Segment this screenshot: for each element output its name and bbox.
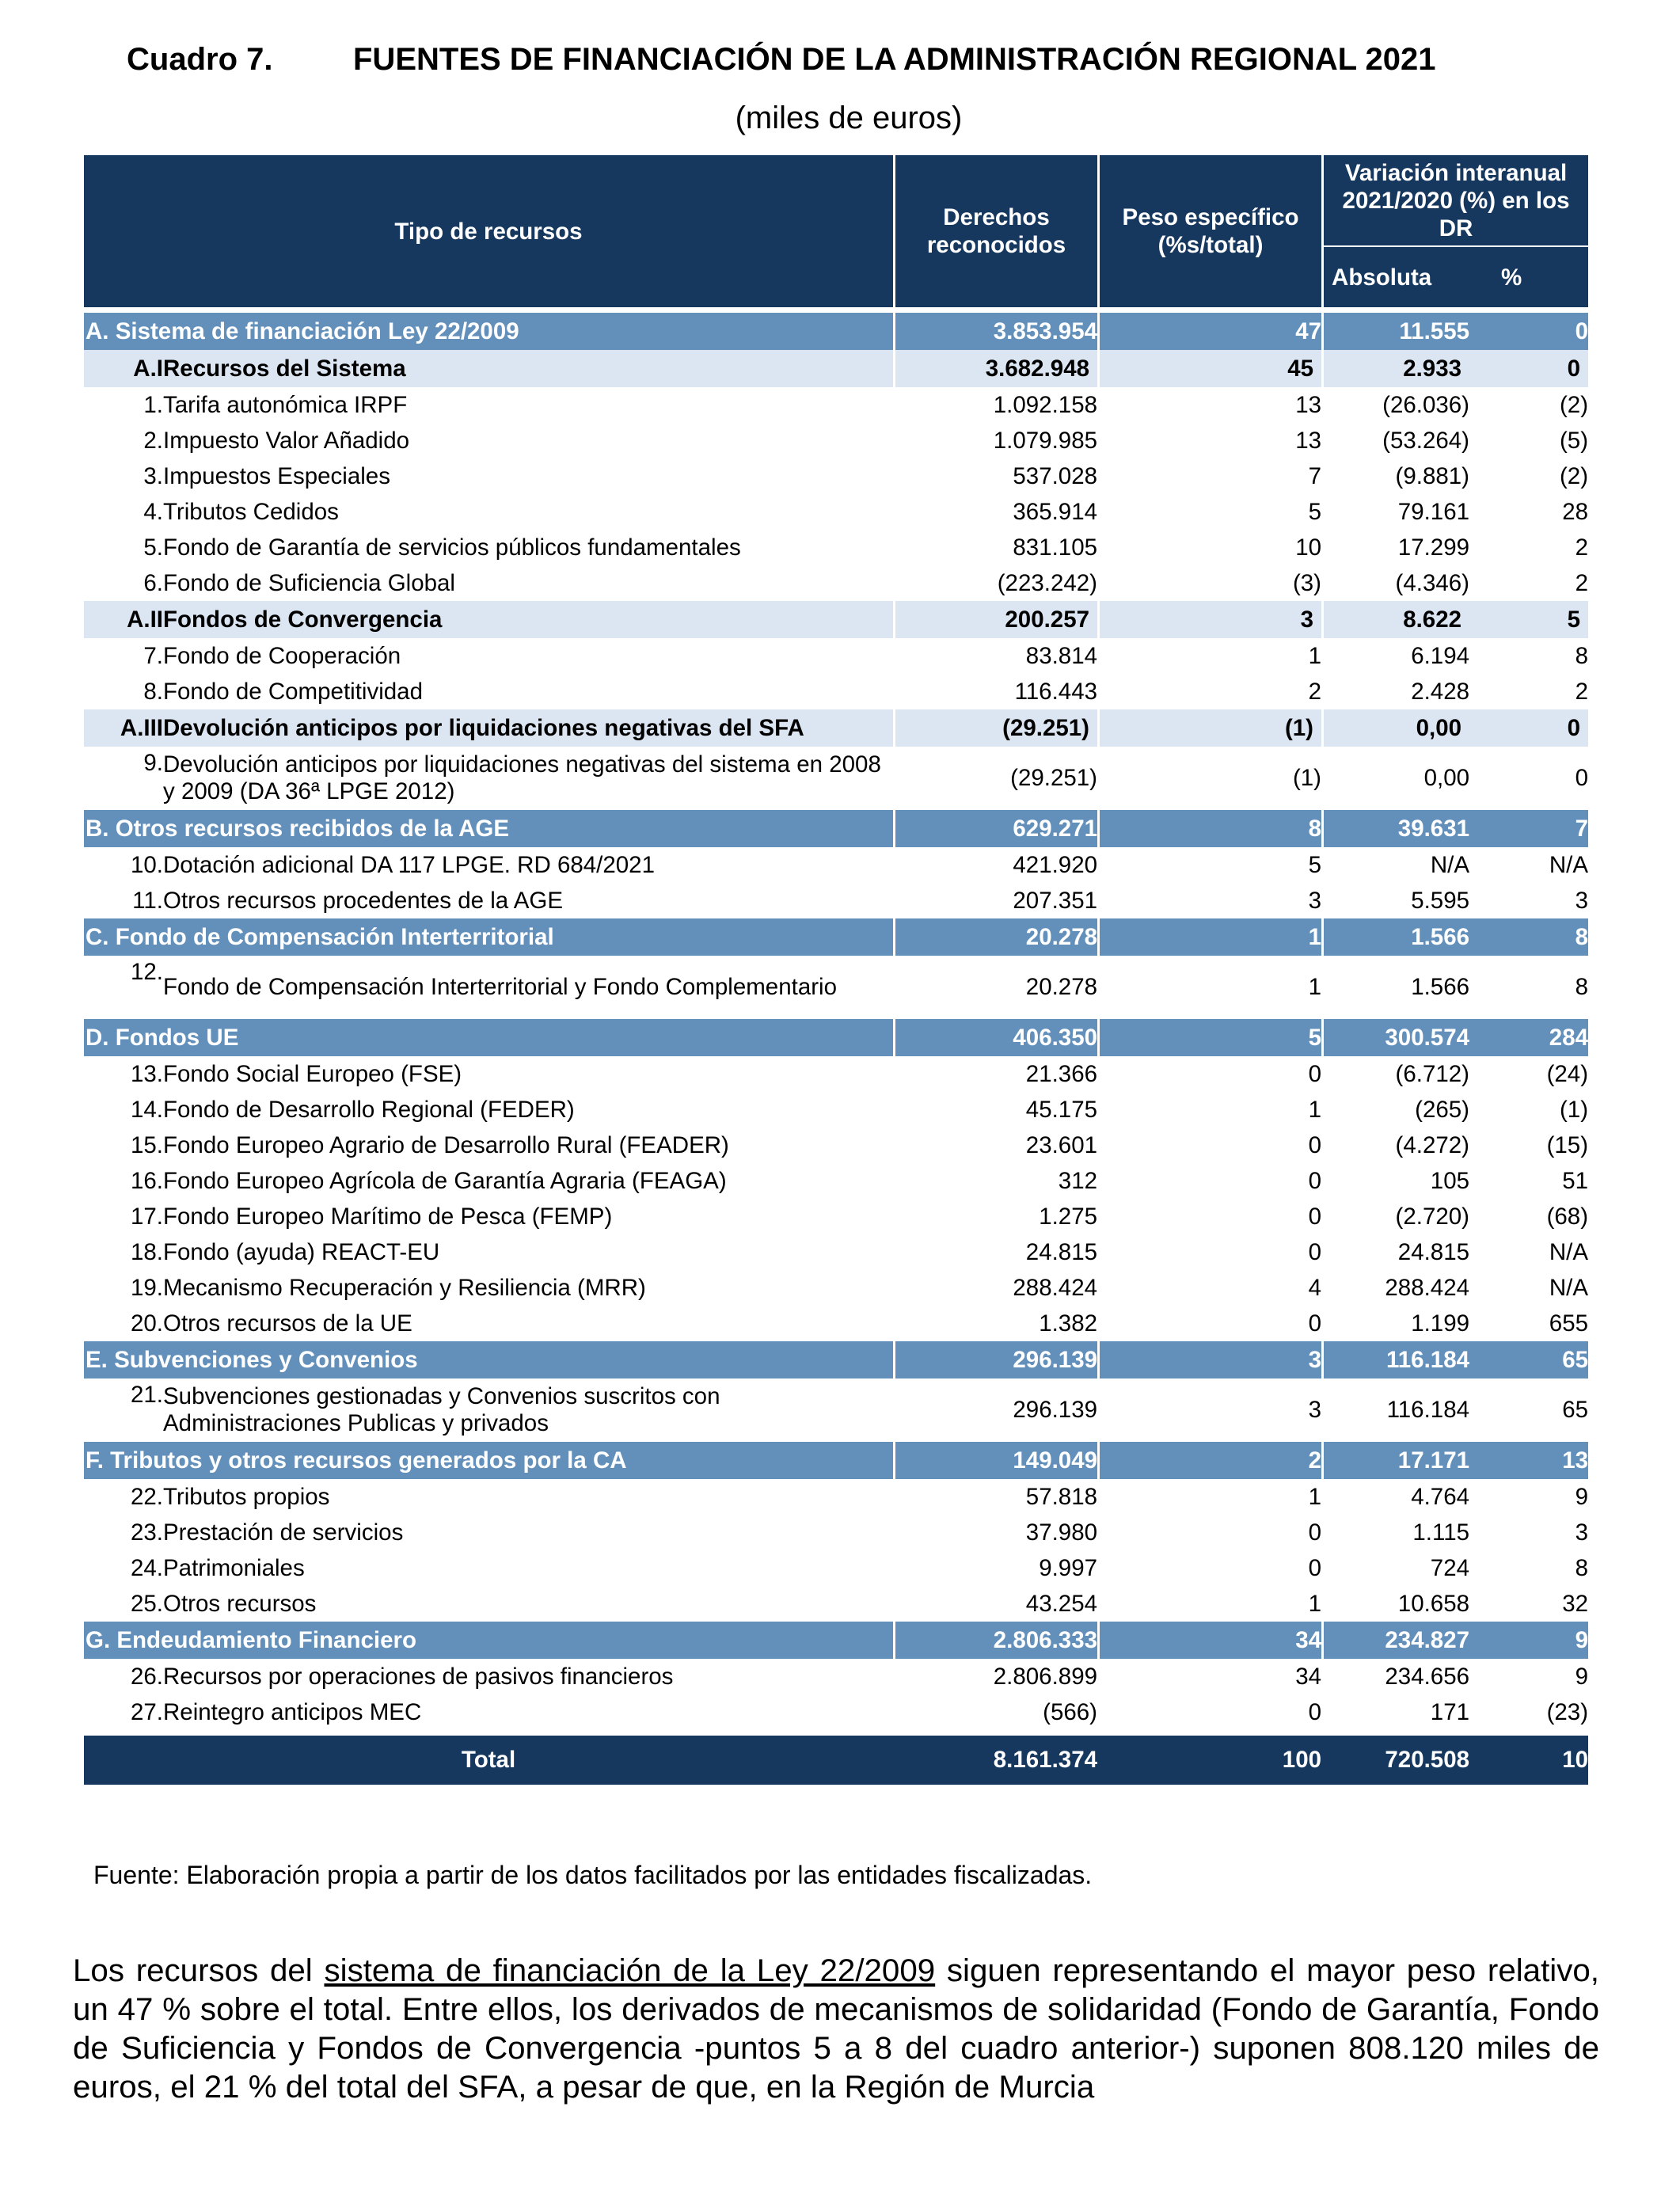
- row-abs: 10.658: [1397, 1590, 1470, 1617]
- row-abs: 4.764: [1411, 1483, 1470, 1510]
- row-dr: 296.139: [1013, 1397, 1098, 1423]
- row-abs: 1.566: [1324, 918, 1469, 956]
- table-row: [84, 1234, 1588, 1270]
- row-index: 16.: [130, 1167, 163, 1194]
- row-peso: 3: [1308, 1397, 1322, 1423]
- row-pct: 3: [1575, 887, 1589, 914]
- table-row: [84, 956, 1588, 1019]
- row-label: Fondo Europeo Agrícola de Garantía Agraria (FEAGA): [163, 1167, 727, 1194]
- row-label: Fondo de Suficiencia Global: [163, 569, 455, 596]
- row-abs: (9.881): [1395, 462, 1470, 489]
- row-peso: (1): [1100, 709, 1321, 747]
- row-abs: 39.631: [1324, 810, 1469, 847]
- row-index: 15.: [130, 1131, 163, 1158]
- row-label: Fondo de Competitividad: [163, 678, 423, 705]
- row-pct: (68): [1546, 1203, 1589, 1230]
- row-index: 21.: [130, 1382, 163, 1408]
- table-row: [84, 1341, 1588, 1379]
- row-abs: 116.184: [1324, 1341, 1469, 1379]
- row-index: 5.: [143, 534, 163, 561]
- paragraph-text: siguen representando el mayor peso relativo, un 47 % sobre el total. Entre ellos, los derivados de mecanismos de solidaridad (Fondo de Garantía, Fondo de Suficiencia y Fondos de Convergencia -puntos 5 a 8 del cuadro anterior-) suponen 808.120 miles de euros, el 21 % del total del SFA, a pesar de que, en la Región de Murcia: [73, 1953, 1599, 2105]
- row-abs: 288.424: [1385, 1274, 1470, 1301]
- row-abs: (4.272): [1395, 1131, 1470, 1158]
- header-peso: Peso específico (%s/total): [1100, 155, 1321, 307]
- table-title: [0, 40, 1680, 79]
- row-pct: N/A: [1549, 1238, 1589, 1265]
- row-pct: 284: [1469, 1019, 1588, 1056]
- row-pct: (15): [1546, 1131, 1589, 1158]
- row-abs: (4.346): [1395, 569, 1470, 596]
- row-abs: 105: [1430, 1167, 1470, 1194]
- row-abs: 234.656: [1385, 1663, 1470, 1690]
- row-peso: 34: [1295, 1663, 1322, 1690]
- header-variacion: Variación interanual 2021/2020 (%) en los DR: [1324, 155, 1588, 246]
- row-dr: 2.806.333: [895, 1622, 1097, 1659]
- table-heading: FUENTES DE FINANCIACIÓN DE LA ADMINISTRACIÓN REGIONAL 2021: [353, 42, 1436, 77]
- row-label: E. Subvenciones y Convenios: [84, 1341, 893, 1379]
- table-row: [84, 1479, 1588, 1515]
- row-index: 7.: [143, 642, 163, 669]
- row-label: Mecanismo Recuperación y Resiliencia (MRR): [163, 1274, 646, 1301]
- row-pct: 2: [1575, 569, 1589, 596]
- row-dr: 1.382: [1039, 1310, 1098, 1337]
- row-label: Fondo Social Europeo (FSE): [163, 1060, 462, 1087]
- row-dr: 21.366: [1025, 1060, 1098, 1087]
- row-label: G. Endeudamiento Financiero: [84, 1622, 893, 1659]
- table-row: [84, 601, 1588, 638]
- table-row: [84, 350, 1588, 387]
- row-pct: 0: [1469, 709, 1588, 747]
- row-index: 4.: [143, 498, 163, 525]
- row-label: B. Otros recursos recibidos de la AGE: [84, 810, 893, 847]
- row-peso: 45: [1100, 350, 1321, 387]
- table-row: [84, 847, 1588, 883]
- row-pct: 13: [1469, 1442, 1588, 1479]
- row-label: Tributos Cedidos: [163, 498, 339, 525]
- row-peso: 34: [1100, 1622, 1321, 1659]
- row-label: Fondos de Convergencia: [163, 601, 893, 638]
- row-label: Recursos por operaciones de pasivos financieros: [163, 1663, 674, 1690]
- row-index: 6.: [143, 569, 163, 596]
- row-pct: 5: [1469, 601, 1588, 638]
- row-peso: 3: [1100, 601, 1321, 638]
- row-dr: 9.997: [1039, 1554, 1098, 1581]
- row-peso: 0: [1308, 1554, 1322, 1581]
- table-row: [84, 1270, 1588, 1306]
- row-dr: 20.278: [895, 918, 1097, 956]
- row-abs: (53.264): [1382, 427, 1470, 454]
- row-index: 14.: [130, 1096, 163, 1123]
- row-dr: 1.079.985: [993, 427, 1098, 454]
- table-row: [84, 530, 1588, 565]
- row-abs: 300.574: [1324, 1019, 1469, 1056]
- row-abs: 2.428: [1411, 678, 1470, 705]
- row-pct: 32: [1562, 1590, 1589, 1617]
- row-dr: 23.601: [1025, 1131, 1098, 1158]
- table-row: [84, 1515, 1588, 1550]
- row-index: A.I: [84, 350, 163, 387]
- row-abs: 17.171: [1324, 1442, 1469, 1479]
- row-dr: 43.254: [1025, 1590, 1098, 1617]
- row-dr: (566): [1043, 1698, 1098, 1725]
- row-dr: 1.275: [1039, 1203, 1098, 1230]
- row-pct: 8: [1575, 974, 1589, 1000]
- row-label: Subvenciones gestionadas y Convenios suscritos con Administraciones Publicas y privados: [163, 1383, 720, 1436]
- table-row: [84, 810, 1588, 847]
- row-abs: 234.827: [1324, 1622, 1469, 1659]
- row-pct: (1): [1559, 1096, 1589, 1123]
- table-row: [84, 423, 1588, 458]
- row-dr: 57.818: [1025, 1483, 1098, 1510]
- table-row: [84, 1586, 1588, 1622]
- row-label: Otros recursos procedentes de la AGE: [163, 887, 564, 914]
- financing-table: [84, 155, 1588, 1785]
- header-tipo: Tipo de recursos: [84, 155, 893, 307]
- row-dr: 149.049: [895, 1442, 1097, 1479]
- row-label: Reintegro anticipos MEC: [163, 1698, 422, 1725]
- row-pct: 8: [1575, 642, 1589, 669]
- table-row: [84, 918, 1588, 956]
- row-dr: 296.139: [895, 1341, 1097, 1379]
- row-pct: (24): [1546, 1060, 1589, 1087]
- row-label: Otros recursos: [163, 1590, 317, 1617]
- row-label: Patrimoniales: [163, 1554, 305, 1581]
- row-pct: (5): [1559, 427, 1589, 454]
- table-row: [84, 313, 1588, 350]
- row-index: 13.: [130, 1060, 163, 1087]
- row-index: 22.: [130, 1483, 163, 1510]
- row-abs: 5.595: [1411, 887, 1470, 914]
- row-dr: 45.175: [1025, 1096, 1098, 1123]
- total-dr: 8.161.374: [895, 1736, 1097, 1785]
- table-row: [84, 709, 1588, 747]
- table-row: [84, 1694, 1588, 1730]
- row-dr: 1.092.158: [993, 391, 1098, 418]
- row-dr: (223.242): [997, 569, 1098, 596]
- row-peso: (3): [1292, 569, 1322, 596]
- row-peso: 0: [1308, 1060, 1322, 1087]
- row-abs: (6.712): [1395, 1060, 1470, 1087]
- row-pct: (2): [1559, 391, 1589, 418]
- row-index: 9.: [143, 750, 163, 776]
- row-peso: 7: [1308, 462, 1322, 489]
- row-label: Fondo de Garantía de servicios públicos fundamentales: [163, 534, 741, 561]
- row-peso: 0: [1308, 1167, 1322, 1194]
- row-index: 26.: [130, 1663, 163, 1690]
- row-index: A.III: [84, 709, 163, 747]
- row-pct: N/A: [1549, 1274, 1589, 1301]
- row-dr: 20.278: [1025, 974, 1098, 1000]
- table-row: [84, 494, 1588, 530]
- table-row: [84, 1019, 1588, 1056]
- row-peso: 0: [1308, 1698, 1322, 1725]
- row-dr: 365.914: [1013, 498, 1098, 525]
- row-label: C. Fondo de Compensación Interterritorial: [84, 918, 893, 956]
- row-index: 19.: [130, 1274, 163, 1301]
- row-index: 10.: [130, 851, 163, 878]
- row-dr: 116.443: [1014, 678, 1098, 705]
- row-dr: 3.853.954: [895, 313, 1097, 350]
- row-abs: (2.720): [1395, 1203, 1470, 1230]
- table-row: [84, 565, 1588, 601]
- total-peso: 100: [1100, 1736, 1321, 1785]
- row-abs: 17.299: [1397, 534, 1470, 561]
- row-pct: 3: [1575, 1519, 1589, 1546]
- row-pct: 0: [1469, 313, 1588, 350]
- row-dr: 831.105: [1013, 534, 1098, 561]
- row-label: A. Sistema de financiación Ley 22/2009: [84, 313, 893, 350]
- row-pct: N/A: [1549, 851, 1589, 878]
- row-index: 25.: [130, 1590, 163, 1617]
- row-dr: 537.028: [1013, 462, 1098, 489]
- row-index: 3.: [143, 462, 163, 489]
- row-label: Fondo (ayuda) REACT-EU: [163, 1238, 440, 1265]
- row-peso: 1: [1308, 1096, 1322, 1123]
- row-index: 20.: [130, 1310, 163, 1337]
- row-dr: 421.920: [1013, 851, 1098, 878]
- table-number: Cuadro 7.: [127, 42, 273, 77]
- row-abs: 6.194: [1411, 642, 1470, 669]
- row-index: 27.: [130, 1698, 163, 1725]
- table-row: [84, 458, 1588, 494]
- spacer: [84, 307, 1588, 313]
- table-row: [84, 1379, 1588, 1442]
- table-row: [84, 1163, 1588, 1199]
- row-pct: 2: [1575, 534, 1589, 561]
- row-index: 1.: [143, 391, 163, 418]
- row-peso: 0: [1308, 1238, 1322, 1265]
- row-abs: 0,00: [1423, 765, 1470, 791]
- table-row: [84, 1550, 1588, 1586]
- row-peso: 10: [1295, 534, 1322, 561]
- row-abs: 116.184: [1386, 1397, 1470, 1423]
- row-peso: 5: [1308, 498, 1322, 525]
- row-pct: (2): [1559, 462, 1589, 489]
- row-peso: 0: [1308, 1310, 1322, 1337]
- row-peso: 4: [1308, 1274, 1322, 1301]
- header-pct: %: [1469, 246, 1588, 307]
- row-dr: 629.271: [895, 810, 1097, 847]
- row-abs: 79.161: [1397, 498, 1470, 525]
- table-row: [84, 1199, 1588, 1234]
- row-label: Devolución anticipos por liquidaciones negativas del sistema en 2008 y 2009 (DA 36ª LPGE 2012): [163, 751, 881, 804]
- row-peso: 2: [1308, 678, 1322, 705]
- row-label: Tarifa autonómica IRPF: [163, 391, 408, 418]
- row-pct: (23): [1546, 1698, 1589, 1725]
- row-dr: 288.424: [1013, 1274, 1098, 1301]
- table-row: [84, 1128, 1588, 1163]
- row-index: 17.: [130, 1203, 163, 1230]
- row-peso: 5: [1308, 851, 1322, 878]
- row-abs: 0,00: [1324, 709, 1469, 747]
- table-row: [84, 1622, 1588, 1659]
- row-abs: 8.622: [1324, 601, 1469, 638]
- row-pct: 8: [1469, 918, 1588, 956]
- spacer: [84, 1730, 1588, 1736]
- table-row: [84, 883, 1588, 918]
- header-derechos: Derechos reconocidos: [895, 155, 1097, 307]
- row-label: Fondo de Desarrollo Regional (FEDER): [163, 1096, 575, 1123]
- row-pct: 0: [1575, 765, 1589, 791]
- body-paragraph: [73, 1951, 1599, 2106]
- row-abs: 24.815: [1397, 1238, 1470, 1265]
- row-peso: 1: [1308, 974, 1322, 1000]
- row-peso: (1): [1292, 765, 1322, 791]
- row-label: Tributos propios: [163, 1483, 330, 1510]
- total-abs: 720.508: [1324, 1736, 1469, 1785]
- source-note: Fuente: Elaboración propia a partir de los datos facilitados por las entidades fiscalizadas.: [93, 1861, 1093, 1889]
- row-label: Fondo de Compensación Interterritorial y Fondo Complementario: [163, 974, 838, 1000]
- row-label: Fondo Europeo Marítimo de Pesca (FEMP): [163, 1203, 613, 1230]
- row-label: F. Tributos y otros recursos generados por la CA: [84, 1442, 893, 1479]
- row-dr: (29.251): [895, 709, 1097, 747]
- row-pct: 7: [1469, 810, 1588, 847]
- row-pct: 655: [1549, 1310, 1589, 1337]
- row-peso: 8: [1100, 810, 1321, 847]
- row-label: Prestación de servicios: [163, 1519, 404, 1546]
- row-peso: 0: [1308, 1519, 1322, 1546]
- row-pct: 9: [1469, 1622, 1588, 1659]
- table-row: [84, 747, 1588, 810]
- row-peso: 13: [1295, 427, 1322, 454]
- row-peso: 2: [1100, 1442, 1321, 1479]
- table-row: [84, 1659, 1588, 1694]
- row-abs: 1.115: [1412, 1519, 1470, 1546]
- row-abs: (26.036): [1382, 391, 1470, 418]
- header-absoluta: Absoluta: [1324, 246, 1469, 307]
- row-dr: 83.814: [1025, 642, 1098, 669]
- row-pct: 9: [1575, 1483, 1589, 1510]
- row-abs: 11.555: [1324, 313, 1469, 350]
- row-label: Fondo Europeo Agrario de Desarrollo Rural (FEADER): [163, 1131, 729, 1158]
- table-row: [84, 1056, 1588, 1092]
- row-abs: 171: [1430, 1698, 1470, 1725]
- underlined-reference: sistema de financiación de la Ley 22/2009: [324, 1953, 936, 1988]
- row-index: A.II: [84, 601, 163, 638]
- table-row: [84, 1442, 1588, 1479]
- row-abs: N/A: [1430, 851, 1470, 878]
- total-row: [84, 1736, 1588, 1785]
- row-dr: 207.351: [1013, 887, 1098, 914]
- table-row: [84, 1306, 1588, 1341]
- row-pct: 65: [1469, 1341, 1588, 1379]
- row-peso: 1: [1308, 1483, 1322, 1510]
- row-index: 24.: [130, 1554, 163, 1581]
- row-dr: (29.251): [1010, 765, 1098, 791]
- row-dr: 200.257: [895, 601, 1097, 638]
- row-pct: 9: [1575, 1663, 1589, 1690]
- units-subtitle: (miles de euros): [735, 101, 963, 135]
- table-row: [84, 387, 1588, 423]
- row-peso: 0: [1308, 1131, 1322, 1158]
- row-abs: 2.933: [1324, 350, 1469, 387]
- row-pct: 65: [1562, 1397, 1589, 1423]
- row-abs: 1.199: [1411, 1310, 1470, 1337]
- table-row: [84, 1092, 1588, 1128]
- row-peso: 5: [1100, 1019, 1321, 1056]
- row-peso: 0: [1308, 1203, 1322, 1230]
- row-peso: 1: [1308, 1590, 1322, 1617]
- total-label: Total: [84, 1736, 893, 1785]
- row-index: 2.: [143, 427, 163, 454]
- row-label: Fondo de Cooperación: [163, 642, 401, 669]
- row-label: Impuestos Especiales: [163, 462, 390, 489]
- row-pct: 28: [1562, 498, 1589, 525]
- paragraph-text: Los recursos del: [73, 1953, 325, 1988]
- row-peso: 13: [1295, 391, 1322, 418]
- row-pct: 0: [1469, 350, 1588, 387]
- row-label: Impuesto Valor Añadido: [163, 427, 410, 454]
- row-index: 12.: [130, 959, 163, 985]
- row-pct: 51: [1562, 1167, 1589, 1194]
- row-dr: 37.980: [1025, 1519, 1098, 1546]
- row-pct: 2: [1575, 678, 1589, 705]
- row-label: Recursos del Sistema: [163, 350, 893, 387]
- row-dr: 312: [1058, 1167, 1098, 1194]
- row-peso: 1: [1308, 642, 1322, 669]
- row-abs: 724: [1430, 1554, 1470, 1581]
- table-row: [84, 674, 1588, 709]
- row-index: 23.: [130, 1519, 163, 1546]
- row-dr: 406.350: [895, 1019, 1097, 1056]
- row-label: D. Fondos UE: [84, 1019, 893, 1056]
- row-dr: 24.815: [1025, 1238, 1098, 1265]
- row-abs: (265): [1415, 1096, 1470, 1123]
- row-label: Otros recursos de la UE: [163, 1310, 412, 1337]
- row-index: 11.: [132, 887, 163, 914]
- row-peso: 3: [1100, 1341, 1321, 1379]
- table-row: [84, 638, 1588, 674]
- row-peso: 47: [1100, 313, 1321, 350]
- row-label: Devolución anticipos por liquidaciones negativas del SFA: [163, 709, 893, 747]
- row-index: 18.: [130, 1238, 163, 1265]
- row-dr: 3.682.948: [895, 350, 1097, 387]
- row-abs: 1.566: [1411, 974, 1470, 1000]
- total-pct: 10: [1469, 1736, 1588, 1785]
- row-peso: 3: [1308, 887, 1322, 914]
- row-dr: 2.806.899: [993, 1663, 1098, 1690]
- row-label: Dotación adicional DA 117 LPGE. RD 684/2021: [163, 851, 655, 878]
- row-pct: 8: [1575, 1554, 1589, 1581]
- row-index: 8.: [143, 678, 163, 705]
- row-peso: 1: [1100, 918, 1321, 956]
